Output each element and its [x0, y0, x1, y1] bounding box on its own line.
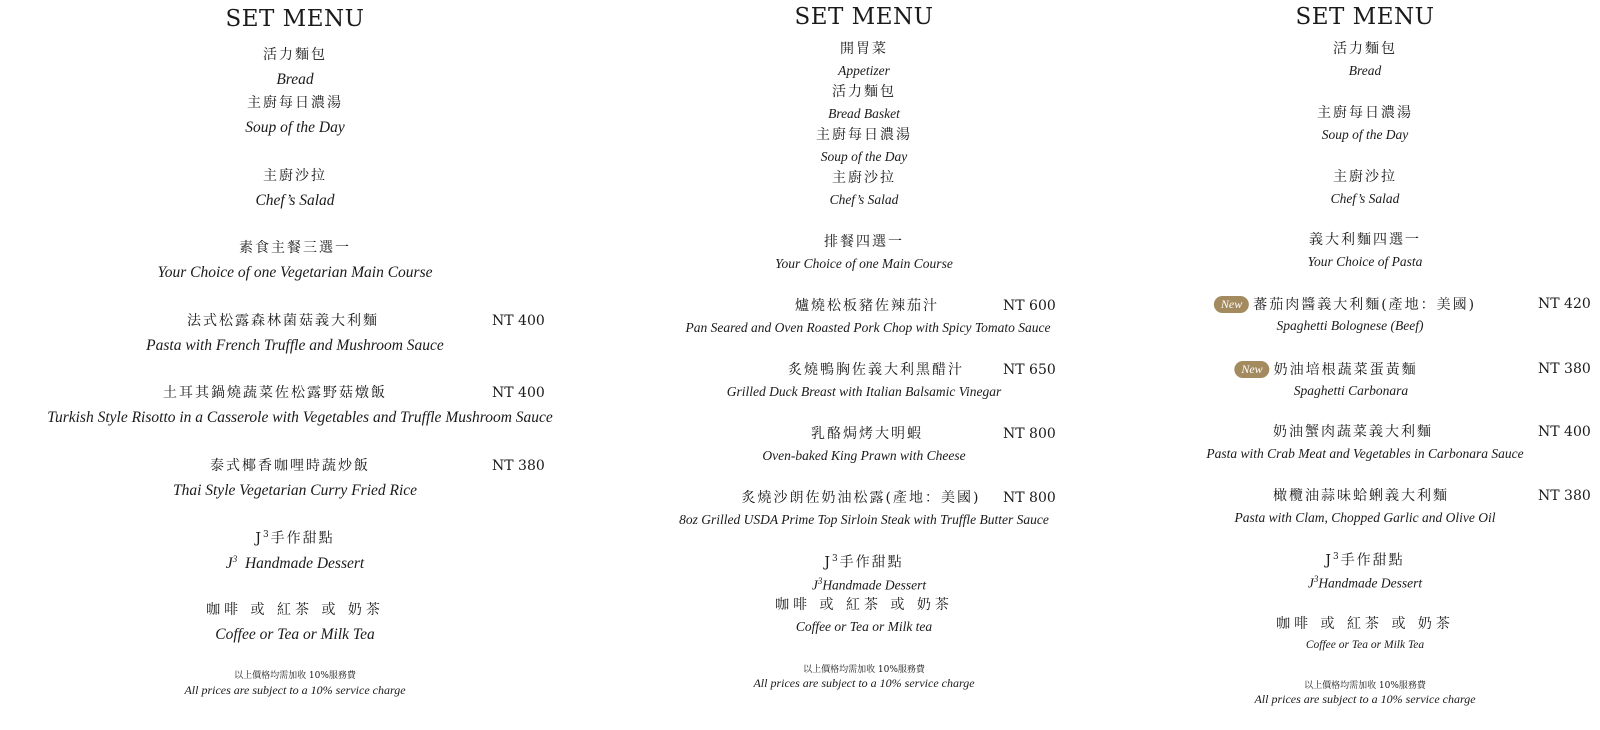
menu-item-zh: 泰式椰香咖哩時蔬炒飯 [210, 458, 370, 474]
service-note-zh: 以上價格均需加收 10%服務費 [803, 665, 925, 675]
salad-zh: 主廚沙拉 [1333, 169, 1397, 185]
dessert-j: J [255, 530, 263, 547]
menu-item-en: Oven-baked King Prawn with Cheese [762, 448, 966, 463]
dessert-j: J [811, 577, 818, 593]
bread-zh: 活力麵包 [832, 84, 896, 100]
menu-item-zh: 炙燒沙朗佐奶油松露(產地：美國) [741, 490, 981, 506]
dessert-zh [1325, 552, 1404, 569]
menu-item-price: NT 600 [1003, 298, 1056, 314]
service-note-zh: 以上價格均需加收 10%服務費 [234, 671, 356, 681]
dessert-zh-text: 手作甜點 [1340, 552, 1405, 569]
dessert-en-text: Handmade Dessert [1318, 575, 1423, 591]
menu-item-price: NT 400 [492, 313, 545, 329]
salad-en: Chef’s Salad [1330, 191, 1400, 206]
menu-item-zh: 爐燒松板豬佐辣茄汁 [795, 298, 939, 314]
salad-zh: 主廚沙拉 [832, 170, 896, 186]
menu-item-zh: 法式松露森林菌菇義大利麵 [187, 313, 379, 329]
menu-item-zh [1234, 361, 1417, 378]
drink-en: Coffee or Tea or Milk Tea [1305, 639, 1425, 651]
menu-item-en: Pasta with Crab Meat and Vegetables in Carbonara Sauce [1206, 446, 1524, 461]
menu-item-zh: 奶油蟹肉蔬菜義大利麵 [1273, 424, 1433, 440]
dessert-sup: 3 [1332, 552, 1341, 562]
choice-en: Your Choice of one Main Course [775, 256, 953, 271]
service-note-en: All prices are subject to a 10% service charge [184, 683, 406, 697]
service-note-en: All prices are subject to a 10% service charge [1254, 692, 1476, 706]
soup-en: Soup of the Day [245, 119, 345, 136]
soup-zh: 主廚每日濃湯 [816, 127, 912, 143]
dessert-j: J [1325, 552, 1333, 569]
menu-item-price: NT 380 [492, 458, 545, 474]
choice-en: Your Choice of one Vegetarian Main Course [157, 264, 433, 281]
dessert-en-text: Handmade Dessert [244, 555, 365, 573]
menu-item-en: Grilled Duck Breast with Italian Balsamic Vinegar [726, 384, 1002, 399]
soup-en: Soup of the Day [1321, 127, 1409, 142]
dessert-sup: 3 [262, 530, 271, 540]
menu-item-en: Pasta with French Truffle and Mushroom Sauce [146, 337, 444, 354]
menu-item-price: NT 380 [1538, 488, 1591, 504]
bread-en: Bread [276, 71, 314, 88]
bread-zh: 活力麵包 [263, 47, 327, 63]
dessert-zh-text: 手作甜點 [270, 530, 335, 547]
dessert-sup: 3 [1313, 574, 1319, 584]
menu-title: SET MENU [1295, 4, 1435, 30]
menu-item-en: Spaghetti Bolognese (Beef) [1276, 318, 1424, 333]
choice-zh: 素食主餐三選一 [239, 240, 351, 256]
salad-zh: 主廚沙拉 [263, 168, 327, 184]
drink-en: Coffee or Tea or Milk Tea [215, 626, 375, 643]
menu-item-zh-text: 奶油培根蔬菜蛋黃麵 [1273, 362, 1418, 378]
drink-zh: 咖啡 或 紅茶 或 奶茶 [206, 602, 384, 618]
service-note-zh: 以上價格均需加收 10%服務費 [1304, 681, 1426, 691]
bread-en: Bread [1348, 63, 1382, 78]
soup-en: Soup of the Day [820, 149, 908, 164]
menu-item-zh: 乳酪焗烤大明蝦 [811, 426, 923, 442]
dessert-sup: 3 [817, 576, 823, 586]
menu-title: SET MENU [794, 4, 934, 30]
menu-item-en: Pan Seared and Oven Roasted Pork Chop with Spicy Tomato Sauce [685, 320, 1051, 335]
dessert-sup: 3 [831, 554, 840, 564]
bread-en: Bread Basket [828, 106, 900, 121]
choice-zh: 義大利麵四選一 [1309, 232, 1421, 248]
menu-item-zh [1214, 296, 1476, 313]
dessert-j: J [225, 555, 233, 573]
salad-en: Chef’s Salad [829, 192, 899, 207]
choice-en: Your Choice of Pasta [1307, 254, 1423, 269]
soup-zh: 主廚每日濃湯 [247, 95, 343, 111]
choice-zh: 排餐四選一 [824, 234, 904, 250]
drink-en: Coffee or Tea or Milk tea [795, 619, 933, 634]
menu-item-price: NT 400 [492, 385, 545, 401]
appetizer-en: Appetizer [838, 63, 890, 78]
menu-item-en: Thai Style Vegetarian Curry Fried Rice [172, 482, 418, 499]
appetizer-zh: 開胃菜 [840, 41, 888, 57]
menu-item-zh-text: 蕃茄肉醬義大利麵(產地：美國) [1253, 297, 1477, 313]
menu-item-en: Pasta with Clam, Chopped Garlic and Olive Oil [1234, 510, 1496, 525]
new-badge: New [1234, 361, 1269, 378]
menu-item-zh: 炙燒鴨胸佐義大利黑醋汁 [788, 362, 964, 378]
dessert-j: J [1307, 575, 1314, 591]
menu-item-price: NT 650 [1003, 362, 1056, 378]
soup-zh: 主廚每日濃湯 [1317, 105, 1413, 121]
menu-item-zh: 橄欖油蒜味蛤蜊義大利麵 [1273, 488, 1449, 504]
dessert-en [1308, 574, 1422, 591]
menu-item-price: NT 400 [1538, 424, 1591, 440]
dessert-en-text: Handmade Dessert [822, 577, 927, 593]
menu-item-price: NT 420 [1538, 296, 1591, 312]
bread-zh: 活力麵包 [1333, 41, 1397, 57]
new-badge: New [1214, 296, 1249, 313]
menu-item-price: NT 800 [1003, 490, 1056, 506]
salad-en: Chef’s Salad [255, 192, 335, 209]
dessert-zh-text: 手作甜點 [839, 554, 904, 571]
drink-zh: 咖啡 或 紅茶 或 奶茶 [1276, 616, 1454, 632]
menu-item-en: Turkish Style Risotto in a Casserole with Vegetables and Truffle Mushroom Sauce [47, 409, 553, 426]
menu-title: SET MENU [225, 6, 365, 32]
drink-zh: 咖啡 或 紅茶 或 奶茶 [775, 597, 953, 613]
menu-item-price: NT 380 [1538, 361, 1591, 377]
dessert-sup: 3 [232, 554, 238, 564]
menu-item-en: 8oz Grilled USDA Prime Top Sirloin Steak with Truffle Butter Sauce [679, 512, 1049, 527]
menu-item-price: NT 800 [1003, 426, 1056, 442]
menu-item-zh: 土耳其鍋燒蔬菜佐松露野菇燉飯 [163, 385, 387, 401]
service-note-en: All prices are subject to a 10% service charge [753, 676, 975, 690]
menu-item-en: Spaghetti Carbonara [1293, 383, 1409, 398]
dessert-j: J [824, 554, 832, 571]
